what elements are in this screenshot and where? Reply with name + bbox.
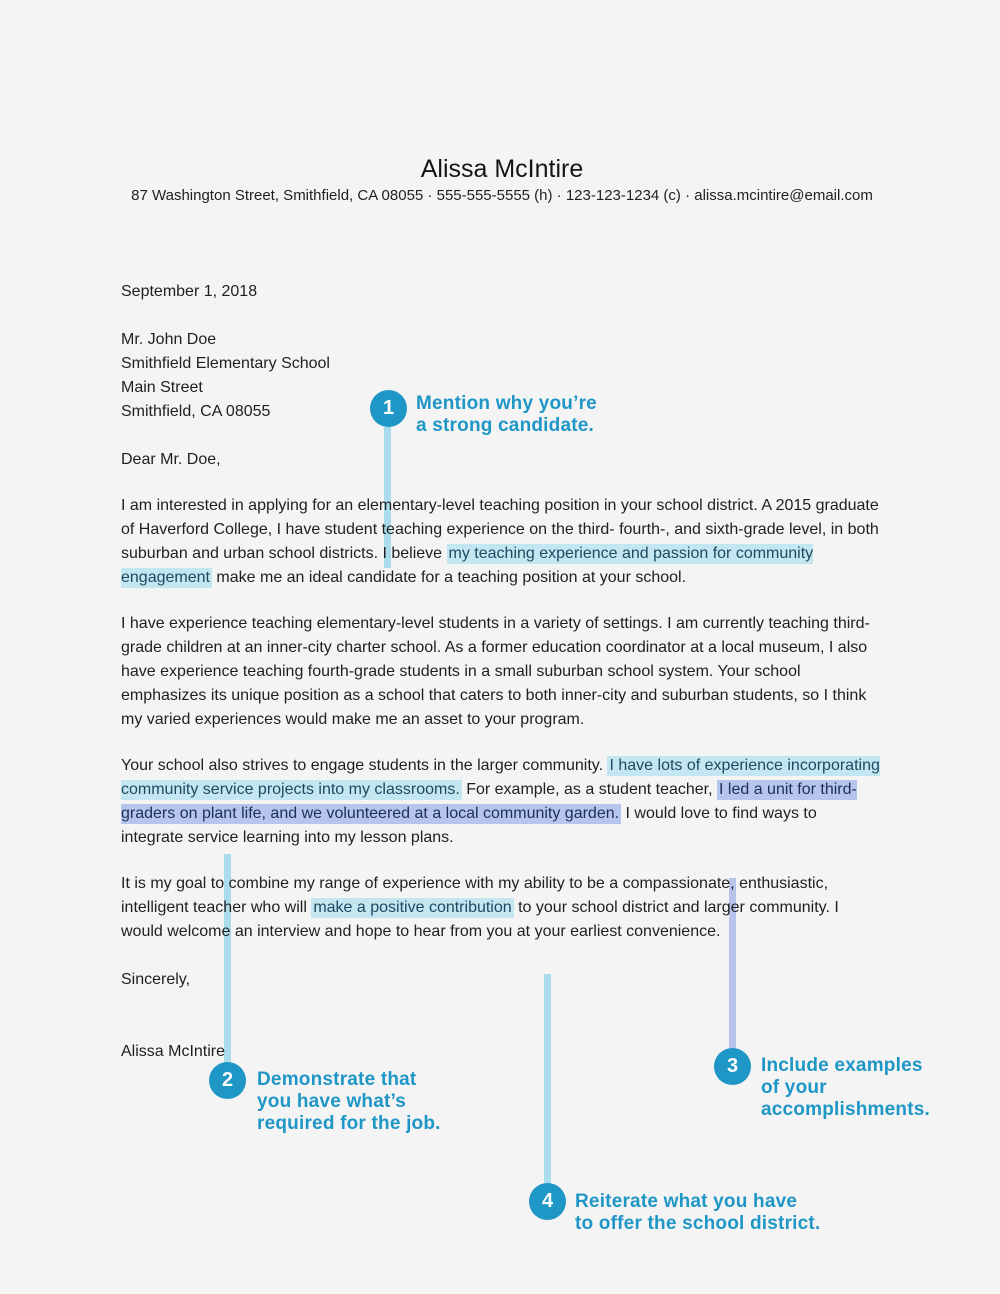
paragraph-text: I would love to find ways to integrate service learning into my lesson plans. bbox=[121, 805, 817, 846]
body-paragraph-2 bbox=[121, 612, 883, 732]
sender-contact-line: 87 Washington Street, Smithfield, CA 08055 · 555-555-5555 (h) · 123-123-1234 (c) · alissa.mcintire@email.com bbox=[131, 187, 873, 204]
salutation: Dear Mr. Doe, bbox=[121, 451, 221, 468]
paragraph-text: It is my goal to combine my range of experience with my ability to be a compassionate, enthusiastic, intelligent teacher who will bbox=[121, 875, 829, 916]
paragraph-text: I am interested in applying for an elementary-level teaching position in your school district. A 2015 graduate of Haverford College, I have student teaching experience on the third- fourth-, and sixth-grade level, in both suburban and urban school districts. I believe bbox=[121, 497, 879, 562]
highlighted-phrase-teal: my teaching experience and passion for community engagement bbox=[121, 545, 814, 586]
letter-date: September 1, 2018 bbox=[121, 283, 258, 300]
recipient-organization: Smithfield Elementary School bbox=[121, 355, 330, 372]
recipient-street: Main Street bbox=[121, 379, 203, 396]
paragraph-text: make me an ideal candidate for a teaching position at your school. bbox=[211, 569, 687, 586]
callout-3-number-badge: 3 bbox=[714, 1048, 751, 1085]
paragraph-text: I have experience teaching elementary-level students in a variety of settings. I am currently teaching third-grade children at an inner-city charter school. As a former education coordinator at a local museum, I also have experience teaching fourth-grade students in a small suburban school system. Your school emphasizes its unique position as a school that caters to both inner-city and suburban students, so I think my varied experiences would make me an asset to your program. bbox=[121, 615, 870, 728]
callout-1-label: Mention why you’re a strong candidate. bbox=[416, 393, 597, 436]
recipient-name: Mr. John Doe bbox=[121, 331, 217, 348]
callout-2-label: Demonstrate that you have what’s required for the job. bbox=[257, 1069, 441, 1134]
highlighted-phrase-lavender: I led a unit for third-graders on plant life, and we volunteered at a local community garden. bbox=[121, 781, 857, 822]
body-paragraph-3 bbox=[121, 754, 883, 850]
callout-4-label: Reiterate what you have to offer the school district. bbox=[575, 1191, 821, 1234]
sender-name-heading: Alissa McIntire bbox=[420, 155, 584, 183]
callout-1-number-badge: 1 bbox=[370, 390, 407, 427]
closing: Sincerely, bbox=[121, 971, 191, 988]
body-paragraph-1 bbox=[121, 494, 883, 590]
signature-name: Alissa McIntire bbox=[121, 1043, 226, 1060]
paragraph-text: Your school also strives to engage students in the larger community. bbox=[121, 757, 608, 774]
paragraph-text: to your school district and larger community. I would welcome an interview and hope to hear from you at your earliest convenience. bbox=[121, 899, 839, 940]
callout-3-label: Include examples of your accomplishments. bbox=[761, 1055, 930, 1120]
letter-body bbox=[121, 155, 883, 1064]
highlighted-phrase-teal: I have lots of experience incorporating community service projects into my classrooms. bbox=[121, 757, 880, 798]
highlighted-phrase-teal: make a positive contribution bbox=[313, 899, 512, 916]
recipient-city: Smithfield, CA 08055 bbox=[121, 403, 271, 420]
paragraph-text: For example, as a student teacher, bbox=[461, 781, 718, 798]
body-paragraph-4 bbox=[121, 872, 883, 944]
callout-2-number-badge: 2 bbox=[209, 1062, 246, 1099]
callout-4-number-badge: 4 bbox=[529, 1183, 566, 1220]
